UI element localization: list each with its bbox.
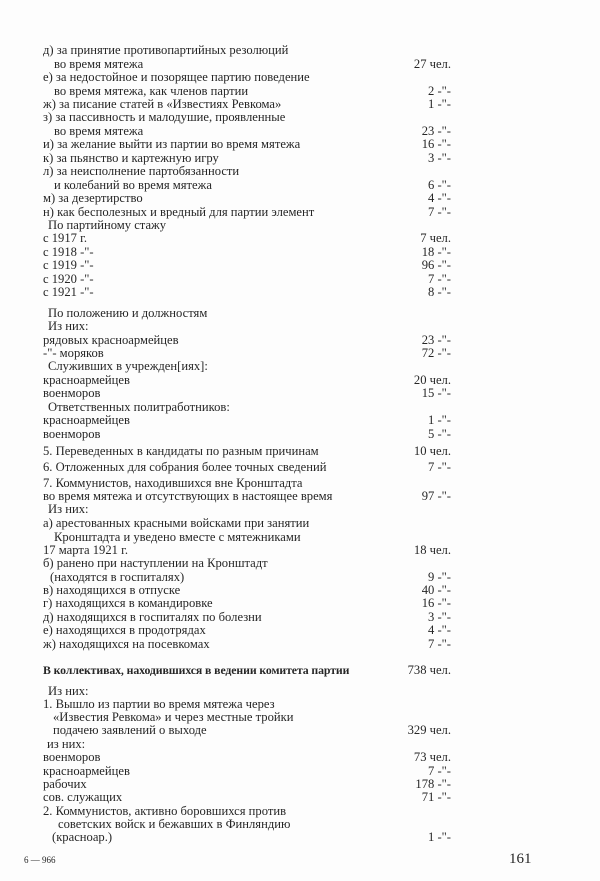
- row-label: во время мятежа и отсутствующих в настоящее время: [43, 489, 333, 503]
- row-label: Из них:: [48, 319, 89, 333]
- row-count: 1 -"-: [428, 97, 451, 111]
- row-count: 4 -"-: [428, 191, 451, 205]
- table-row: [0, 70, 600, 84]
- row-label: военморов: [43, 386, 101, 400]
- row-label: (красноар.): [52, 830, 113, 844]
- row-label: с 1919 -"-: [43, 258, 94, 272]
- table-row: [0, 427, 600, 441]
- row-label: Кронштадта и уведено вместе с мятежниками: [54, 530, 301, 544]
- table-row: [0, 57, 600, 71]
- row-count: 23 -"-: [421, 333, 451, 347]
- table-row: [0, 359, 600, 373]
- row-label: с 1918 -"-: [43, 245, 94, 259]
- row-count: 71 -"-: [421, 790, 451, 804]
- table-row: [0, 258, 600, 272]
- row-label: и) за желание выйти из партии во время мятежа: [43, 137, 301, 151]
- row-label: и колебаний во время мятежа: [54, 178, 212, 192]
- table-row: [0, 583, 600, 597]
- row-label: По партийному стажу: [48, 218, 167, 232]
- table-row: [0, 637, 600, 651]
- table-row: [0, 777, 600, 791]
- row-count: 16 -"-: [421, 137, 451, 151]
- row-count: 5 -"-: [428, 427, 451, 441]
- table-row: [0, 570, 600, 584]
- row-label: е) находящихся в продотрядах: [43, 623, 206, 637]
- row-count: 329 чел.: [407, 723, 451, 737]
- table-row: [0, 697, 600, 711]
- row-count: 97 -"-: [421, 489, 451, 503]
- row-count: 1 -"-: [428, 413, 451, 427]
- table-row: [0, 444, 600, 458]
- table-row: [0, 516, 600, 530]
- table-row: [0, 804, 600, 818]
- row-count: 3 -"-: [428, 151, 451, 165]
- row-label: красноармейцев: [43, 413, 130, 427]
- row-label: 5. Переведенных в кандидаты по разным причинам: [43, 444, 319, 458]
- table-row: [0, 460, 600, 474]
- table-row: [0, 245, 600, 259]
- table-row: [0, 272, 600, 286]
- page-number: 161: [509, 851, 532, 867]
- table-row: [0, 205, 600, 219]
- row-label: с 1921 -"-: [43, 285, 94, 299]
- row-label: н) как бесполезных и вредный для партии элемент: [43, 205, 315, 219]
- row-label: советских войск и бежавших в Финляндию: [58, 817, 291, 831]
- row-label: во время мятежа, как членов партии: [54, 84, 249, 98]
- table-row: [0, 373, 600, 387]
- row-label: 2. Коммунистов, активно боровшихся против: [43, 804, 287, 818]
- row-label: а) арестованных красными войсками при занятии: [43, 516, 310, 530]
- row-count: 7 -"-: [428, 205, 451, 219]
- row-label: во время мятежа: [54, 124, 144, 138]
- table-row: [0, 386, 600, 400]
- table-row: [0, 137, 600, 151]
- row-count: 738 чел.: [407, 663, 451, 677]
- row-label: е) за недостойное и позорящее партию поведение: [43, 70, 310, 84]
- table-row: [0, 124, 600, 138]
- table-row: [0, 400, 600, 414]
- row-label: Из них:: [48, 684, 89, 698]
- row-label: с 1917 г.: [43, 231, 87, 245]
- row-count: 40 -"-: [421, 583, 451, 597]
- table-row: [0, 97, 600, 111]
- row-label: красноармейцев: [43, 764, 130, 778]
- row-label: военморов: [43, 427, 101, 441]
- row-label: ж) за писание статей в «Известиях Ревкома»: [43, 97, 282, 111]
- row-count: 16 -"-: [421, 596, 451, 610]
- printer-signature: 6 — 966: [24, 855, 56, 865]
- table-row: [0, 502, 600, 516]
- row-count: 7 -"-: [428, 637, 451, 651]
- row-count: 18 -"-: [421, 245, 451, 259]
- row-count: 72 -"-: [421, 346, 451, 360]
- row-label: По положению и должностям: [48, 306, 208, 320]
- table-row: [0, 623, 600, 637]
- table-row: [0, 543, 600, 557]
- row-count: 23 -"-: [421, 124, 451, 138]
- table-row: [0, 556, 600, 570]
- table-row: [0, 306, 600, 320]
- row-count: 178 -"-: [415, 777, 451, 791]
- row-count: 2 -"-: [428, 84, 451, 98]
- table-row: [0, 790, 600, 804]
- table-row: [0, 191, 600, 205]
- row-count: 6 -"-: [428, 178, 451, 192]
- row-label: Из них:: [48, 502, 89, 516]
- row-label: во время мятежа: [54, 57, 144, 71]
- row-count: 7 -"-: [428, 272, 451, 286]
- table-row: [0, 817, 600, 831]
- table-row: [0, 596, 600, 610]
- table-row: [0, 750, 600, 764]
- table-row: [0, 319, 600, 333]
- row-count: 1 -"-: [428, 830, 451, 844]
- table-row: [0, 413, 600, 427]
- row-label: подачею заявлений о выходе: [53, 723, 207, 737]
- row-label: -"- моряков: [43, 346, 104, 360]
- table-row: [0, 333, 600, 347]
- table-row: [0, 43, 600, 57]
- row-label: с 1920 -"-: [43, 272, 94, 286]
- table-row: [0, 830, 600, 844]
- row-label: 7. Коммунистов, находившихся вне Кронштадта: [43, 476, 303, 490]
- row-count: 7 -"-: [428, 460, 451, 474]
- row-label: д) за принятие противопартийных резолюций: [43, 43, 289, 57]
- table-row: [0, 231, 600, 245]
- table-row: [0, 710, 600, 724]
- table-row: [0, 218, 600, 232]
- table-row: [0, 737, 600, 751]
- row-label: 1. Вышло из партии во время мятежа через: [43, 697, 275, 711]
- row-label: м) за дезертирство: [43, 191, 143, 205]
- table-row: [0, 723, 600, 737]
- table-row: [0, 610, 600, 624]
- row-count: 9 -"-: [428, 570, 451, 584]
- row-count: 96 -"-: [421, 258, 451, 272]
- row-count: 7 -"-: [428, 764, 451, 778]
- row-label: л) за неисполнение партобязанности: [43, 164, 240, 178]
- table-row: [0, 285, 600, 299]
- row-count: 18 чел.: [413, 543, 451, 557]
- table-row: [0, 151, 600, 165]
- table-row: [0, 178, 600, 192]
- table-row: [0, 663, 600, 677]
- table-row: [0, 764, 600, 778]
- row-count: 27 чел.: [413, 57, 451, 71]
- row-label: д) находящихся в госпиталях по болезни: [43, 610, 262, 624]
- row-label: 6. Отложенных для собрания более точных сведений: [43, 460, 327, 474]
- row-count: 4 -"-: [428, 623, 451, 637]
- row-label: 17 марта 1921 г.: [43, 543, 128, 557]
- table-row: [0, 684, 600, 698]
- row-label: рядовых красноармейцев: [43, 333, 179, 347]
- row-label: Ответственных политработников:: [48, 400, 230, 414]
- row-label: б) ранено при наступлении на Кронштадт: [43, 556, 268, 570]
- row-label: красноармейцев: [43, 373, 130, 387]
- table-row: [0, 110, 600, 124]
- row-label: из них:: [47, 737, 86, 751]
- table-row: [0, 164, 600, 178]
- row-count: 3 -"-: [428, 610, 451, 624]
- row-label: рабочих: [43, 777, 87, 791]
- row-label: «Известия Ревкома» и через местные тройки: [53, 710, 294, 724]
- row-label: в) находящихся в отпуске: [43, 583, 181, 597]
- row-label: сов. служащих: [43, 790, 123, 804]
- row-count: 15 -"-: [421, 386, 451, 400]
- row-count: 10 чел.: [413, 444, 451, 458]
- row-label: к) за пьянство и картежную игру: [43, 151, 219, 165]
- row-count: 20 чел.: [413, 373, 451, 387]
- row-label: г) находящихся в командировке: [43, 596, 213, 610]
- row-count: 7 чел.: [420, 231, 451, 245]
- table-row: [0, 530, 600, 544]
- row-label: В коллективах, находившихся в ведении комитета партии: [43, 663, 350, 677]
- row-label: ж) находящихся на посевкомах: [43, 637, 210, 651]
- table-row: [0, 346, 600, 360]
- row-count: 73 чел.: [413, 750, 451, 764]
- row-label: з) за пассивность и малодушие, проявленные: [43, 110, 286, 124]
- row-count: 8 -"-: [428, 285, 451, 299]
- table-row: [0, 489, 600, 503]
- table-row: [0, 84, 600, 98]
- row-label: военморов: [43, 750, 101, 764]
- row-label: Служивших в учрежден[иях]:: [48, 359, 208, 373]
- table-row: [0, 476, 600, 490]
- row-label: (находятся в госпиталях): [50, 570, 185, 584]
